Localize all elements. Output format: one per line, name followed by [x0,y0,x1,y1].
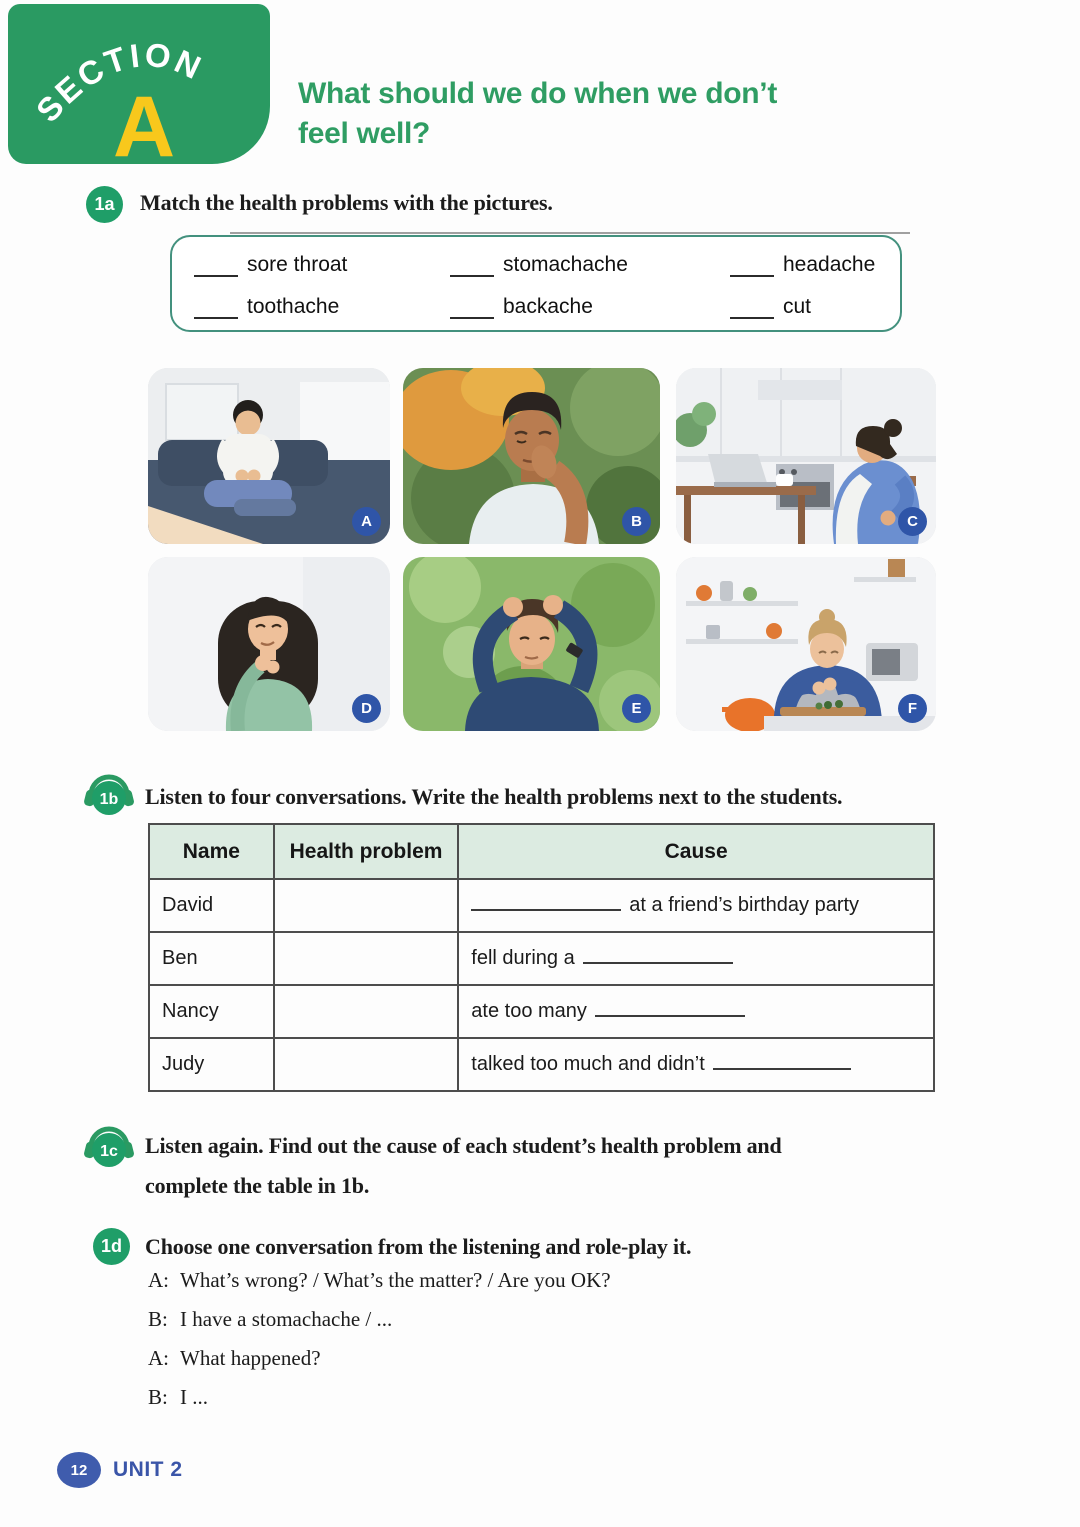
badge-1c-headphones [80,1118,138,1172]
answer-blank[interactable] [730,257,774,277]
name-cell: Judy [149,1038,274,1091]
photo-toothache [403,368,660,544]
photo-backache [676,368,936,544]
dialogue-line: B: I ... [148,1385,208,1409]
table-row-david [149,879,934,932]
instruction-1c: Listen again. Find out the cause of each student’s health problem and complete the table in 1b. [145,1133,782,1198]
word-item-toothache [194,295,339,319]
section-word: SECTION [28,35,210,129]
name-cell: Ben [149,932,274,985]
section-badge-art [8,4,270,164]
word-label: backache [503,295,593,318]
picture-letter-badge: E [622,694,651,723]
table-row-ben [149,932,934,985]
picture-letter-badge: C [898,507,927,536]
name-cell: Nancy [149,985,274,1038]
word-label: headache [783,253,876,276]
scan-shadow-line [230,232,910,234]
section-a-badge [8,4,270,164]
answer-blank[interactable] [194,257,238,277]
badge-1b-headphones [80,766,138,820]
word-label: stomachache [503,253,628,276]
cause-cell: talked too much and didn’t [458,1038,934,1091]
answer-blank[interactable] [194,299,238,319]
badge-1c-label: 1c [100,1143,118,1160]
dialogue-line: B: I have a stomachache / ... [148,1307,393,1331]
listening-table [148,823,935,1092]
dialogue-line: A: What’s wrong? / What’s the matter? / Are you OK? [148,1268,611,1292]
photo-stomachache [148,368,390,544]
cause-cell: ate too many [458,985,934,1038]
header-name: Name [149,824,274,879]
instruction-1a: Match the health problems with the pictures. [140,190,553,215]
health-problem-cell[interactable] [274,879,459,932]
picture-letter-badge: D [352,694,381,723]
photo-backache-art [676,368,936,544]
instruction-1d: Choose one conversation from the listening and role-play it. [145,1234,692,1259]
cause-blank[interactable] [595,1001,745,1017]
photo-sore-throat [148,557,390,731]
photo-cut-finger [676,557,936,731]
name-cell: David [149,879,274,932]
unit-label: UNIT 2 [113,1458,183,1481]
badge-1a: 1a [86,186,123,223]
header-cause: Cause [458,824,934,879]
cause-blank[interactable] [583,948,733,964]
word-box [170,235,902,332]
answer-blank[interactable] [450,257,494,277]
table-row-judy [149,1038,934,1091]
cause-blank[interactable] [713,1054,851,1070]
health-problem-cell[interactable] [274,1038,459,1091]
cause-cell: at a friend’s birthday party [458,879,934,932]
table-row-nancy [149,985,934,1038]
word-label: toothache [247,295,340,318]
word-item-headache [730,253,875,277]
dialogue-line: A: What happened? [148,1346,321,1370]
picture-letter-badge: F [898,694,927,723]
health-problem-cell[interactable] [274,985,459,1038]
answer-blank[interactable] [730,299,774,319]
role-play-dialogue [148,1268,611,1424]
answer-blank[interactable] [450,299,494,319]
word-item-stomachache [450,253,628,277]
page-footer [57,1452,183,1488]
word-item-sore-throat [194,253,347,277]
picture-letter-badge: A [352,507,381,536]
word-label: cut [783,295,812,318]
word-item-backache [450,295,593,319]
badge-1b-label: 1b [99,791,119,808]
badge-1d: 1d [93,1228,130,1265]
instruction-1b: Listen to four conversations. Write the health problems next to the students. [145,784,843,809]
picture-letter-badge: B [622,507,651,536]
page-title: What should we do when we don’t feel well? [298,77,778,150]
word-item-cut [730,295,811,319]
photo-headache [403,557,660,731]
word-label: sore throat [247,253,348,276]
photo-cut-finger-art [676,557,936,731]
section-letter: A [112,79,176,164]
cause-blank[interactable] [471,895,621,911]
table-header-row [149,824,934,879]
cause-cell: fell during a [458,932,934,985]
page-number-badge: 12 [57,1452,101,1488]
header-health-problem: Health problem [274,824,459,879]
health-problem-cell[interactable] [274,932,459,985]
